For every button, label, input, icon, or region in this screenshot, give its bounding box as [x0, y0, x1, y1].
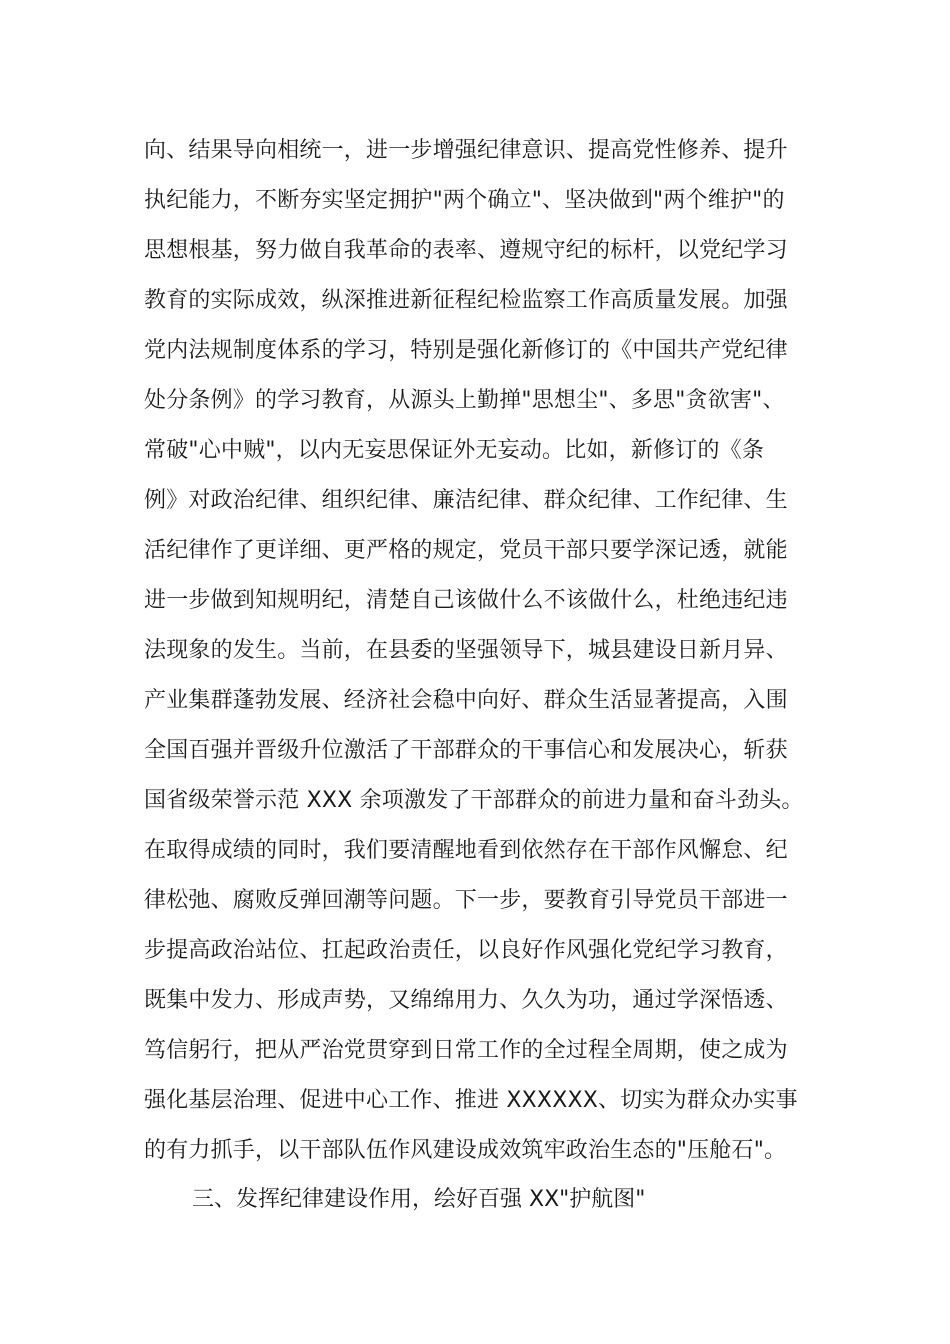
paragraph-line: 的有力抓手，以干部队伍作风建设成效筑牢政治生态的"压舱石"。: [144, 1138, 787, 1163]
paragraph-line: 执纪能力，不断夯实坚定拥护"两个确立"、坚决做到"两个维护"的: [144, 188, 785, 213]
paragraph-line: 既集中发力、形成声势，又绵绵用力、久久为功，通过学深悟透、: [144, 988, 788, 1013]
paragraph-line: 产业集群蓬勃发展、经济社会稳中向好、群众生活显著提高，入围: [144, 688, 788, 713]
paragraph-line: 笃信躬行，把从严治党贯穿到日常工作的全过程全周期，使之成为: [144, 1038, 788, 1063]
paragraph-line: 党内法规制度体系的学习，特别是强化新修订的《中国共产党纪律: [144, 338, 788, 363]
paragraph-line: 全国百强并晋级升位激活了干部群众的干事信心和发展决心，斩获: [144, 738, 788, 763]
paragraph-line: 步提高政治站位、扛起政治责任，以良好作风强化党纪学习教育，: [144, 938, 788, 963]
paragraph-line: 思想根基，努力做自我革命的表率、遵规守纪的标杆，以党纪学习: [144, 238, 788, 263]
paragraph-line: 向、结果导向相统一，进一步增强纪律意识、提高党性修养、提升: [144, 138, 788, 163]
paragraph-line: 常破"心中贼"，以内无妄思保证外无妄动。比如，新修订的《条: [144, 438, 765, 463]
paragraph-line: 活纪律作了更详细、更严格的规定，党员干部只要学深记透，就能: [144, 538, 788, 563]
paragraph-line: 在取得成绩的同时，我们要清醒地看到依然存在干部作风懈怠、纪: [144, 838, 788, 863]
paragraph-line: 律松弛、腐败反弹回潮等问题。下一步，要教育引导党员干部进一: [144, 888, 788, 913]
paragraph-line: 例》对政治纪律、组织纪律、廉洁纪律、群众纪律、工作纪律、生: [144, 488, 788, 513]
paragraph-line: 进一步做到知规明纪，清楚自己该做什么不该做什么，杜绝违纪违: [144, 588, 788, 613]
body-paragraph: [144, 126, 814, 1176]
paragraph-line: 国省级荣誉示范 XXX 余项激发了干部群众的前进力量和奋斗劲头。: [144, 788, 804, 813]
paragraph-line: 处分条例》的学习教育，从源头上勤掸"思想尘"、多思"贪欲害"、: [144, 388, 785, 413]
section-heading: 三、发挥纪律建设作用，绘好百强 XX"护航图": [192, 1187, 646, 1212]
paragraph-line: 强化基层治理、促进中心工作、推进 XXXXXX、切实为群众办实事: [144, 1088, 798, 1113]
paragraph-line: 教育的实际成效，纵深推进新征程纪检监察工作高质量发展。加强: [144, 288, 788, 313]
paragraph-line: 法现象的发生。当前，在县委的坚强领导下，城县建设日新月异、: [144, 638, 788, 663]
